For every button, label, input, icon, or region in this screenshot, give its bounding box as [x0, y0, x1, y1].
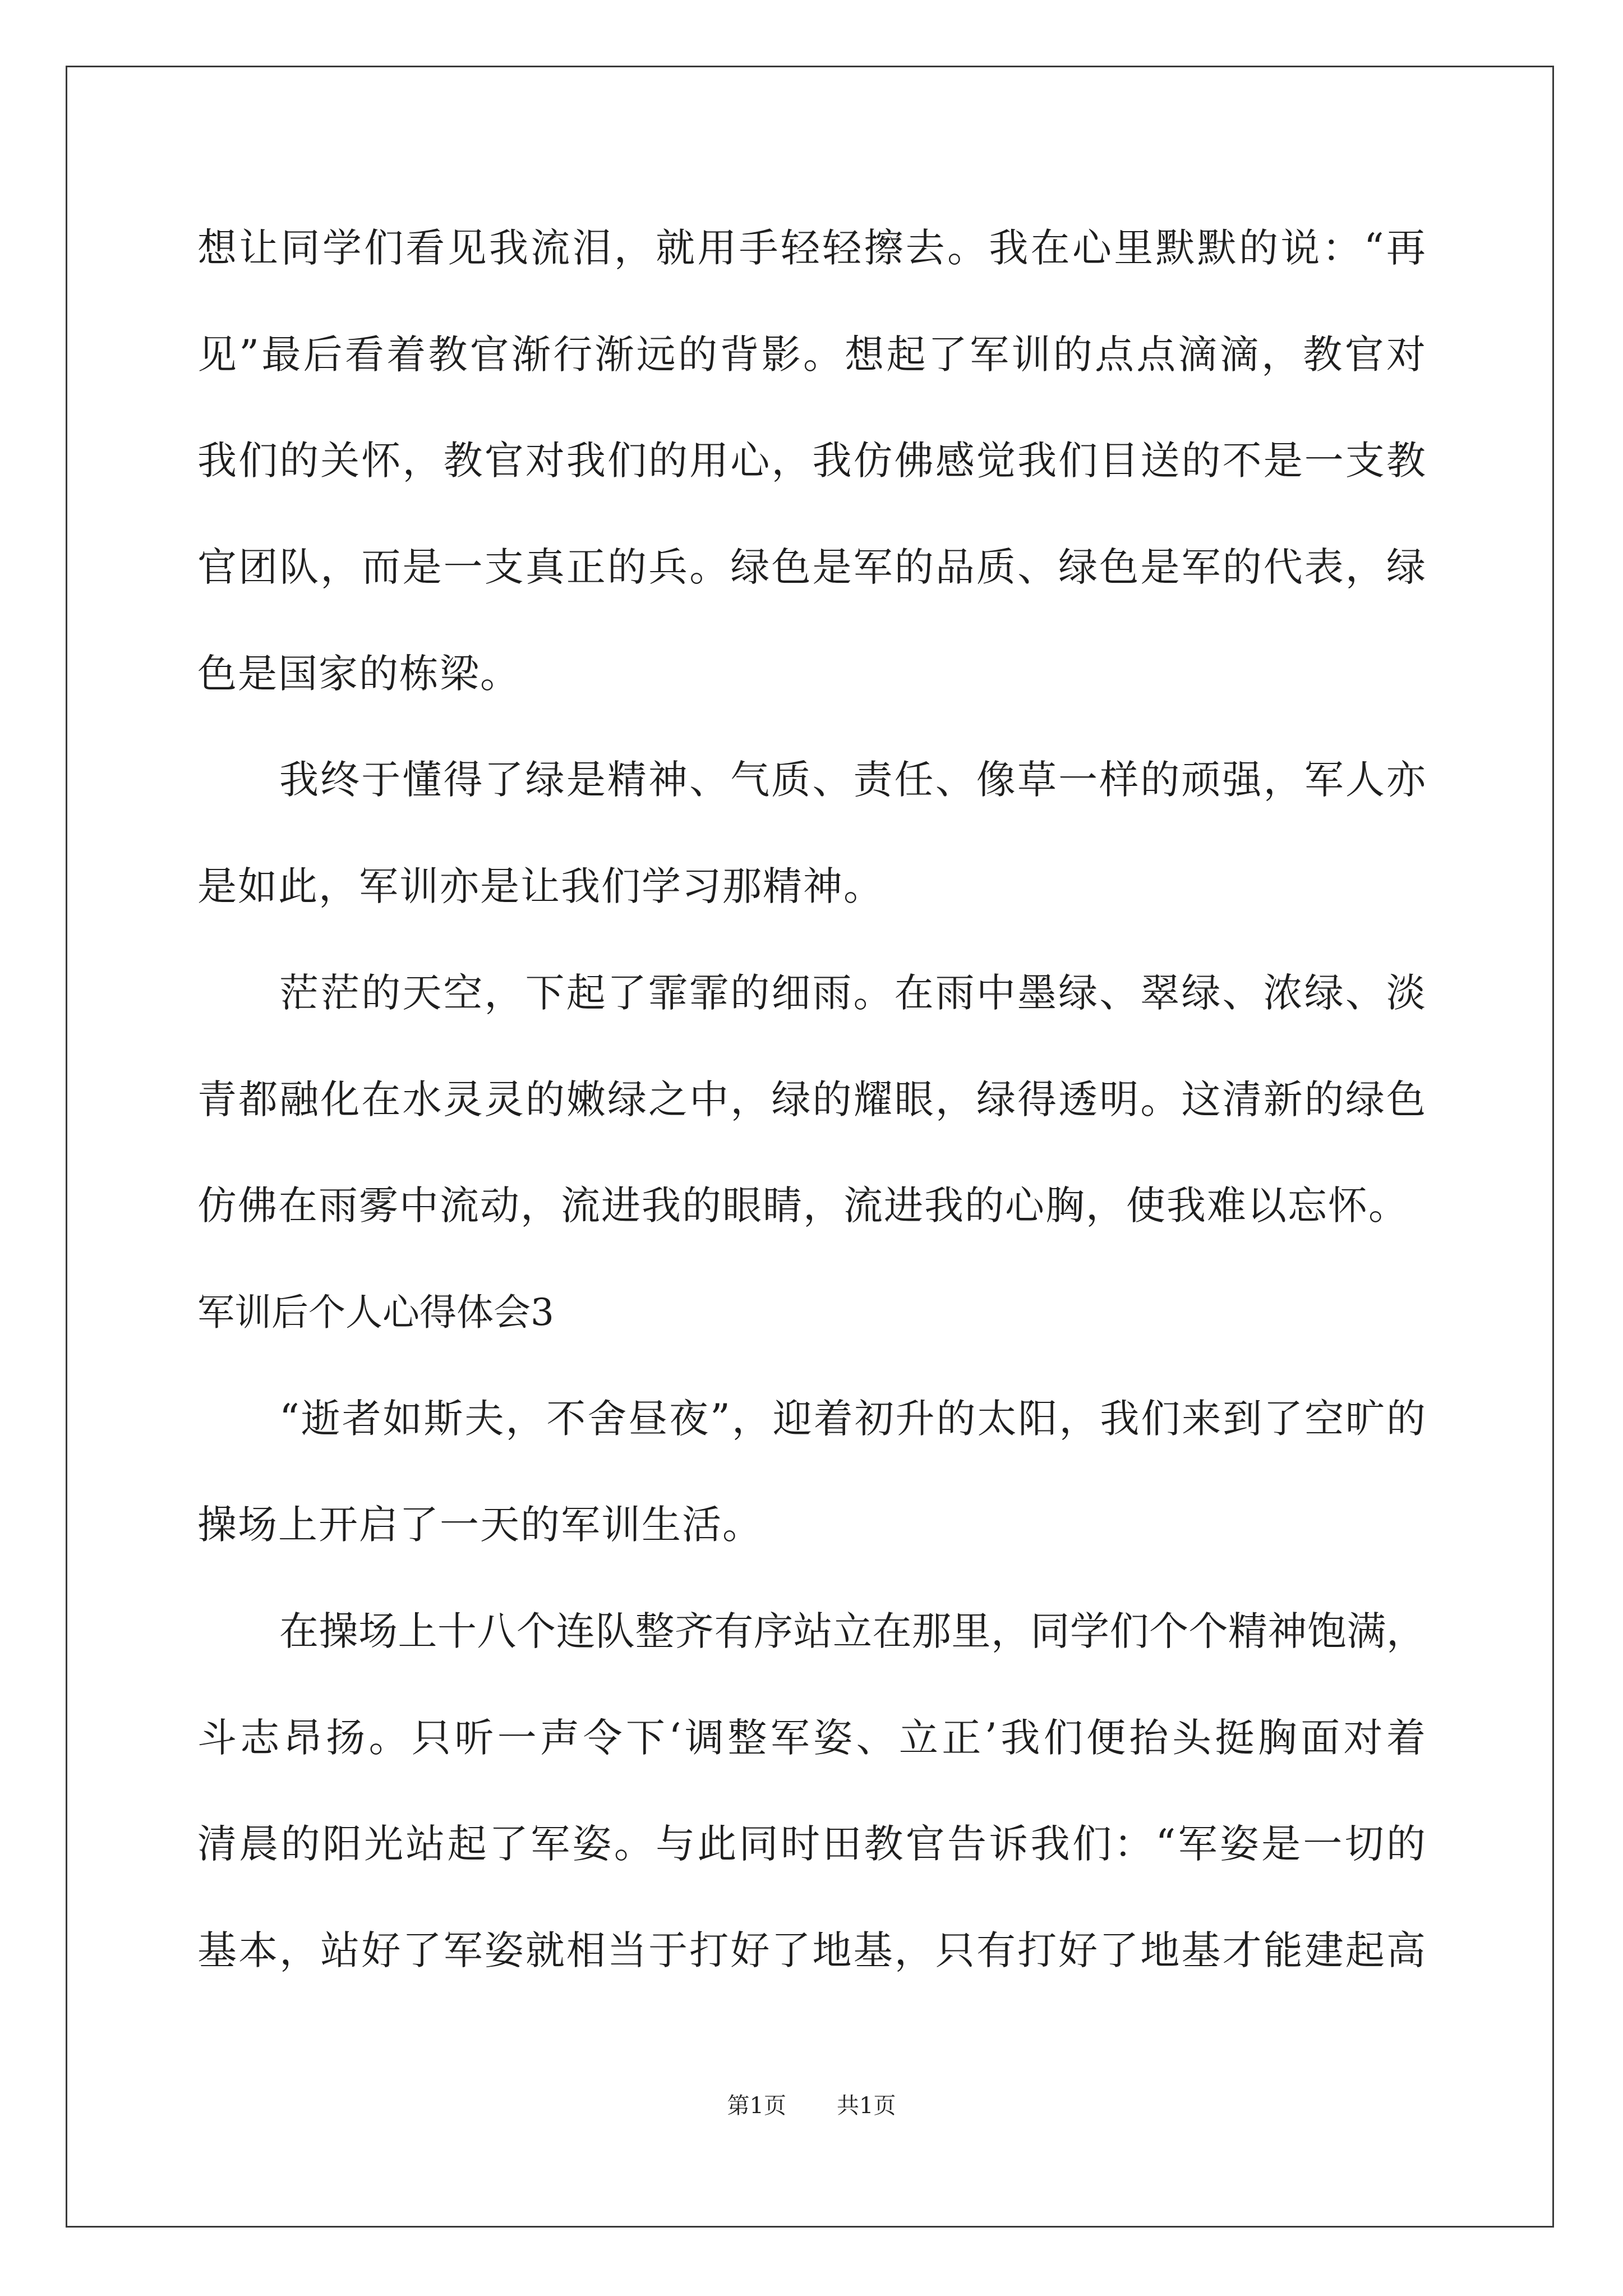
paragraph-line: 官团队，而是一支真正的兵。绿色是军的品质、绿色是军的代表，绿	[197, 544, 1426, 591]
paragraph-line: 操场上开启了一天的军训生活。	[197, 1502, 763, 1548]
section-heading: 军训后个人心得体会3	[197, 1290, 554, 1334]
page-body	[197, 195, 1426, 2004]
paragraph-line: 我终于懂得了绿是精神、气质、责任、像草一样的顽强，军人亦	[279, 757, 1426, 803]
paragraph	[197, 1579, 1426, 2004]
paragraph-line: “逝者如斯夫，不舍昼夜”，迎着初升的太阳，我们来到了空旷的	[279, 1395, 1426, 1442]
paragraph-continued	[197, 195, 1426, 727]
paragraph-line: 色是国家的栋梁。	[197, 650, 520, 697]
page-number: 第1页	[727, 2093, 786, 2119]
page-total: 共1页	[837, 2093, 896, 2119]
paragraph-line: 清晨的阳光站起了军姿。与此同时田教官告诉我们：“军姿是一切的	[197, 1821, 1426, 1867]
paragraph-line: 见”最后看着教官渐行渐远的背影。想起了军训的点点滴滴，教官对	[197, 331, 1426, 378]
paragraph-line: 我们的关怀，教官对我们的用心，我仿佛感觉我们目送的不是一支教	[197, 438, 1426, 484]
paragraph-line: 仿佛在雨雾中流动，流进我的眼睛，流进我的心胸，使我难以忘怀。	[197, 1182, 1409, 1229]
paragraph-line: 想让同学们看见我流泪，就用手轻轻擦去。我在心里默默的说：“再	[197, 225, 1426, 271]
paragraph-line: 茫茫的天空，下起了霏霏的细雨。在雨中墨绿、翠绿、浓绿、淡	[279, 969, 1426, 1016]
paragraph-line: 是如此，军训亦是让我们学习那精神。	[197, 863, 884, 910]
paragraph	[197, 940, 1426, 1259]
page-footer	[0, 2090, 1623, 2122]
paragraph-line: 斗志昂扬。只听一声令下‘调整军姿、立正’我们便抬头挺胸面对着	[197, 1714, 1426, 1761]
paragraph	[197, 727, 1426, 940]
paragraph	[197, 1366, 1426, 1579]
paragraph-line: 基本，站好了军姿就相当于打好了地基，只有打好了地基才能建起高	[197, 1927, 1426, 1973]
paragraph-line: 青都融化在水灵灵的嫩绿之中，绿的耀眼，绿得透明。这清新的绿色	[197, 1076, 1426, 1122]
paragraph-line: 在操场上十八个连队整齐有序站立在那里，同学们个个精神饱满，	[279, 1608, 1426, 1654]
